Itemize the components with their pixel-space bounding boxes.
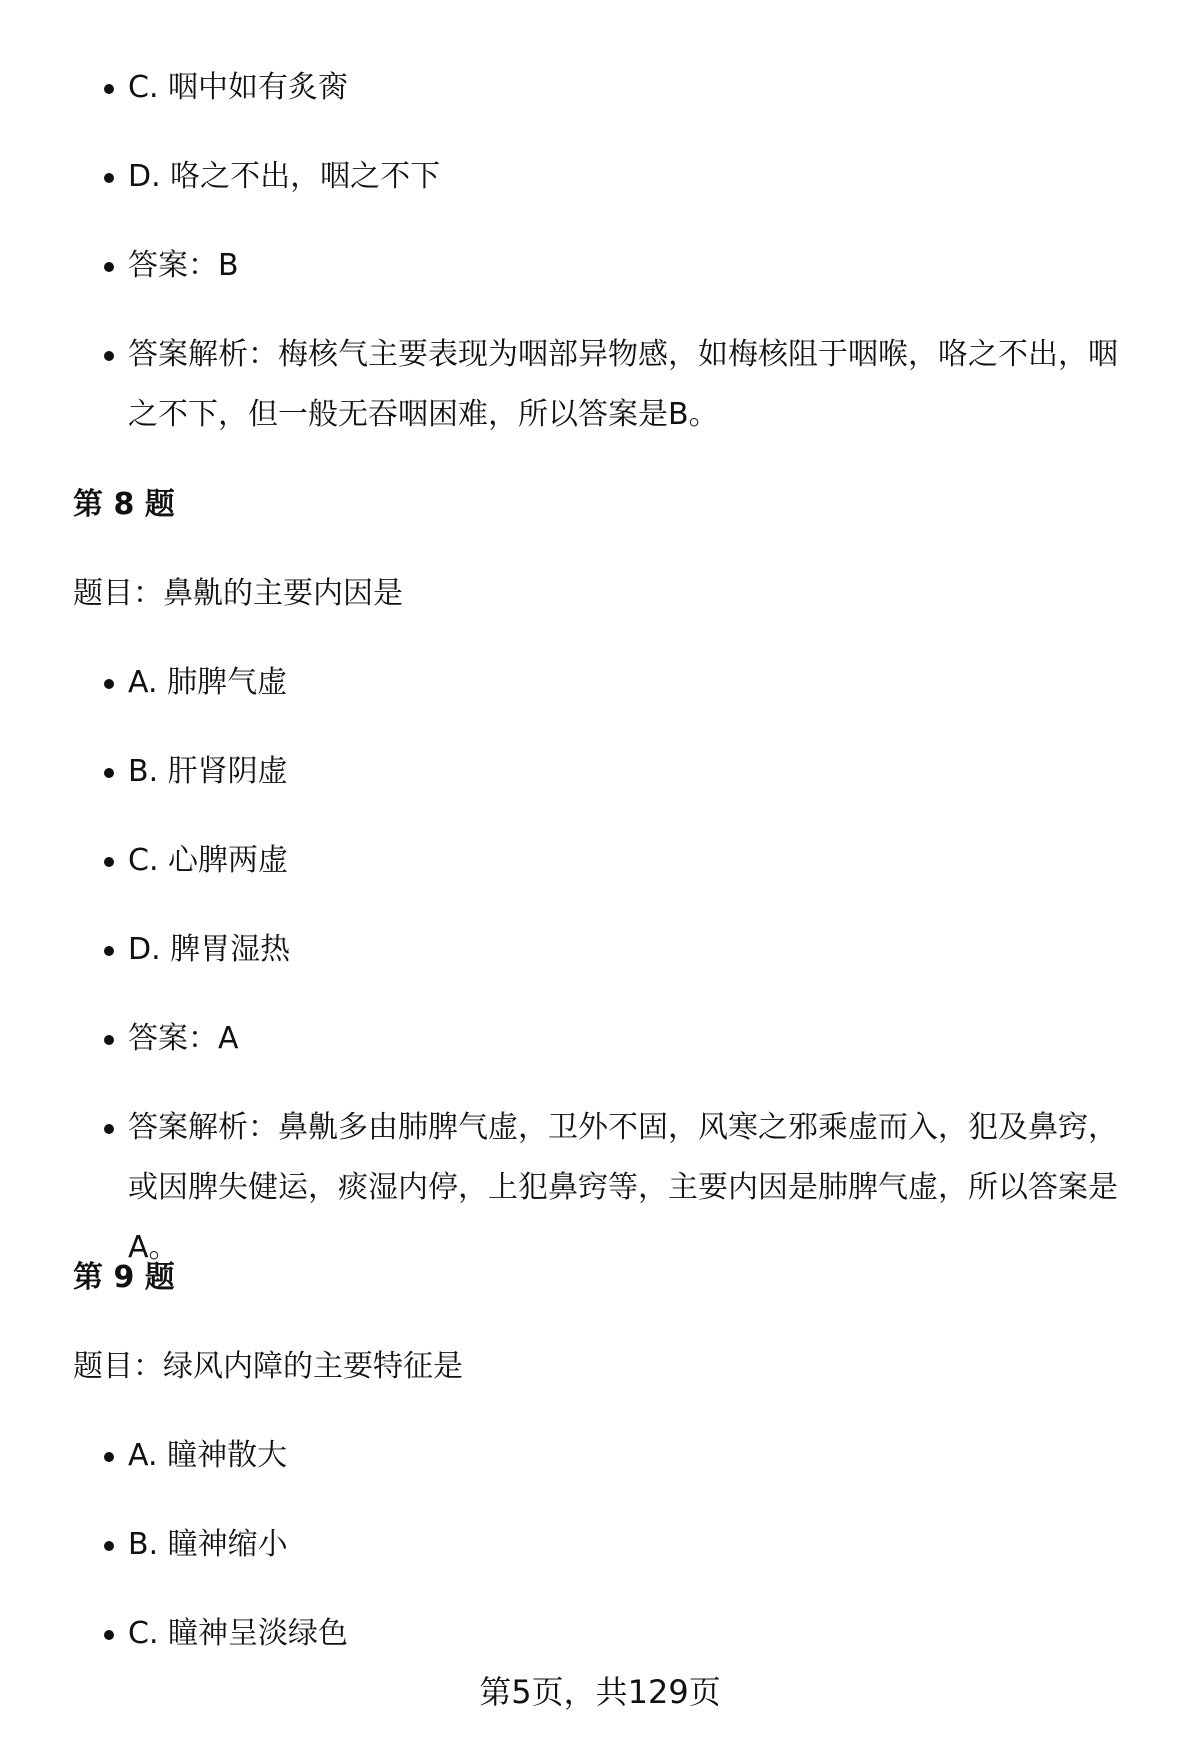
option-a bbox=[128, 653, 1128, 713]
option-text: D. 脾胃湿热 bbox=[128, 932, 291, 967]
bullet-icon bbox=[104, 84, 114, 94]
option-b bbox=[128, 742, 1128, 802]
bullet-icon bbox=[104, 1452, 114, 1462]
answer-explanation bbox=[128, 325, 1128, 445]
question-text-8: 题目：鼻鼽的主要内因是 bbox=[73, 576, 403, 611]
option-text: A. 肺脾气虚 bbox=[128, 665, 288, 700]
option-d bbox=[128, 147, 1128, 207]
option-text: C. 咽中如有炙脔 bbox=[128, 70, 349, 105]
option-c bbox=[128, 58, 1128, 118]
bullet-icon bbox=[104, 262, 114, 272]
option-text: D. 咯之不出，咽之不下 bbox=[128, 159, 441, 194]
bullet-icon bbox=[104, 768, 114, 778]
bullet-icon bbox=[104, 1630, 114, 1640]
option-d bbox=[128, 920, 1128, 980]
option-text: B. 肝肾阴虚 bbox=[128, 754, 288, 789]
bullet-icon bbox=[104, 1035, 114, 1045]
answer bbox=[128, 236, 1128, 296]
option-text: C. 瞳神呈淡绿色 bbox=[128, 1616, 349, 1651]
question-text-9: 题目：绿风内障的主要特征是 bbox=[73, 1349, 463, 1384]
answer-text: 答案：B bbox=[128, 248, 239, 283]
option-b bbox=[128, 1515, 1128, 1575]
bullet-icon bbox=[104, 857, 114, 867]
page-number: 第5页，共129页 bbox=[479, 1673, 721, 1711]
explanation-text: 答案解析：鼻鼽多由肺脾气虚，卫外不固，风寒之邪乘虚而入，犯及鼻窍，或因脾失健运，痰湿内停，上犯鼻窍等，主要内因是肺脾气虚，所以答案是A。 bbox=[128, 1110, 1118, 1265]
option-text: A. 瞳神散大 bbox=[128, 1438, 288, 1473]
bullet-icon bbox=[104, 351, 114, 361]
answer bbox=[128, 1009, 1128, 1069]
bullet-icon bbox=[104, 1541, 114, 1551]
answer-explanation bbox=[128, 1098, 1128, 1278]
option-text: C. 心脾两虚 bbox=[128, 843, 289, 878]
bullet-icon bbox=[104, 946, 114, 956]
option-c bbox=[128, 1604, 1128, 1664]
option-c bbox=[128, 831, 1128, 891]
question-heading-8: 第 8 题 bbox=[73, 487, 175, 522]
question-heading-9: 第 9 题 bbox=[73, 1260, 175, 1295]
answer-text: 答案：A bbox=[128, 1021, 239, 1056]
option-a bbox=[128, 1426, 1128, 1486]
bullet-icon bbox=[104, 1124, 114, 1134]
bullet-icon bbox=[104, 679, 114, 689]
bullet-icon bbox=[104, 173, 114, 183]
explanation-text: 答案解析：梅核气主要表现为咽部异物感，如梅核阻于咽喉，咯之不出，咽之不下，但一般无吞咽困难，所以答案是B。 bbox=[128, 337, 1118, 432]
option-text: B. 瞳神缩小 bbox=[128, 1527, 288, 1562]
